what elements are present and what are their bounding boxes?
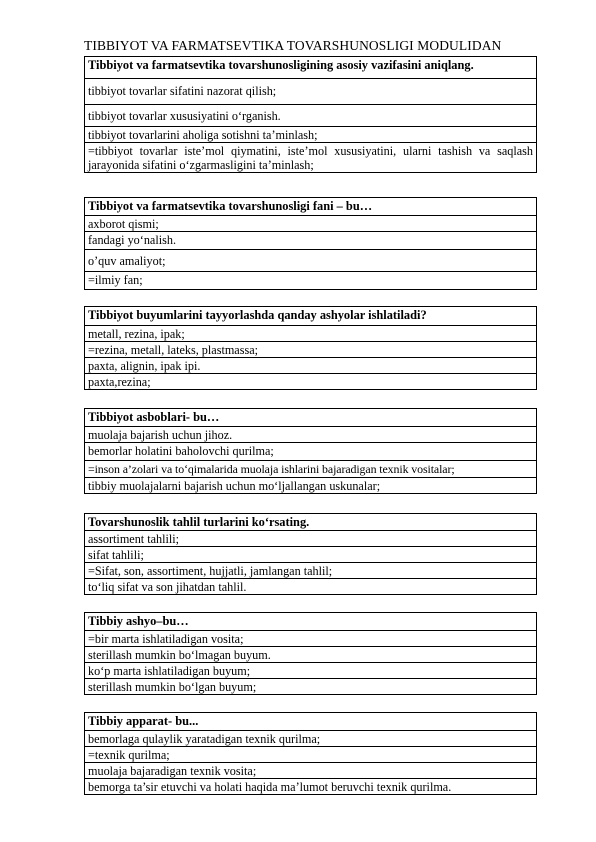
question-block-7 — [84, 712, 537, 795]
answer-option: =ilmiy fan; — [85, 272, 537, 290]
answer-option: sifat tahlili; — [85, 547, 537, 563]
answer-option: paxta, alignin, ipak ipi. — [85, 358, 537, 374]
answer-option: assortiment tahlili; — [85, 531, 537, 547]
answer-option: ko‘p marta ishlatiladigan buyum; — [85, 663, 537, 679]
answer-option: tibbiyot tovarlarini aholiga sotishni ta’minlash; — [85, 127, 537, 143]
answer-option: bemorlar holatini baholovchi qurilma; — [85, 443, 537, 461]
question-text: Tibbiyot va farmatsevtika tovarshunosligining asosiy vazifasini aniqlang. — [85, 57, 537, 79]
question-text: Tibbiyot va farmatsevtika tovarshunosligi fani – bu… — [85, 198, 537, 216]
answer-option: fandagi yo‘nalish. — [85, 232, 537, 250]
question-block-5 — [84, 513, 537, 595]
question-text: Tibbiy ashyo–bu… — [85, 613, 537, 631]
answer-option: bemorlaga qulaylik yaratadigan texnik qurilma; — [85, 731, 537, 747]
answer-option: paxta,rezina; — [85, 374, 537, 390]
answer-option: =texnik qurilma; — [85, 747, 537, 763]
answer-option: =tibbiyot tovarlar iste’mol qiymatini, iste’mol xususiyatini, ularni tashish va saqlash jarayonida sifatini o‘zgarmasligini ta’minlash; — [85, 143, 537, 173]
question-block-3 — [84, 306, 537, 390]
answer-option: =inson a’zolari va to‘qimalarida muolaja ishlarini bajaradigan texnik vositalar; — [85, 461, 537, 478]
question-text: Tibbiyot asboblari- bu… — [85, 409, 537, 427]
question-block-6 — [84, 612, 537, 695]
answer-option: bemorga ta’sir etuvchi va holati haqida ma’lumot beruvchi texnik qurilma. — [85, 779, 537, 795]
answer-option: tibbiyot tovarlar xususiyatini o‘rganish. — [85, 105, 537, 127]
answer-option: muolaja bajarish uchun jihoz. — [85, 427, 537, 443]
question-text: Tibbiyot buyumlarini tayyorlashda qanday ashyolar ishlatiladi? — [85, 307, 537, 326]
page-title: TIBBIYOT VA FARMATSEVTIKA TOVARSHUNOSLIGI MODULIDAN — [84, 38, 502, 53]
answer-option: muolaja bajaradigan texnik vosita; — [85, 763, 537, 779]
answer-option: tibbiy muolajalarni bajarish uchun mo‘ljallangan uskunalar; — [85, 478, 537, 494]
answer-option: =Sifat, son, assortiment, hujjatli, jamlangan tahlil; — [85, 563, 537, 579]
answer-option: =bir marta ishlatiladigan vosita; — [85, 631, 537, 647]
question-block-4 — [84, 408, 537, 494]
answer-option: to‘liq sifat va son jihatdan tahlil. — [85, 579, 537, 595]
question-block-2 — [84, 197, 537, 290]
answer-option: tibbiyot tovarlar sifatini nazorat qilish; — [85, 79, 537, 105]
question-block-1 — [84, 56, 537, 173]
answer-option: sterillash mumkin bo‘lgan buyum; — [85, 679, 537, 695]
question-text: Tibbiy apparat- bu... — [85, 713, 537, 731]
answer-option: metall, rezina, ipak; — [85, 326, 537, 342]
question-text: Tovarshunoslik tahlil turlarini ko‘rsating. — [85, 514, 537, 531]
answer-option: =rezina, metall, lateks, plastmassa; — [85, 342, 537, 358]
answer-option: axborot qismi; — [85, 216, 537, 232]
answer-option: sterillash mumkin bo‘lmagan buyum. — [85, 647, 537, 663]
answer-option: o’quv amaliyot; — [85, 250, 537, 272]
